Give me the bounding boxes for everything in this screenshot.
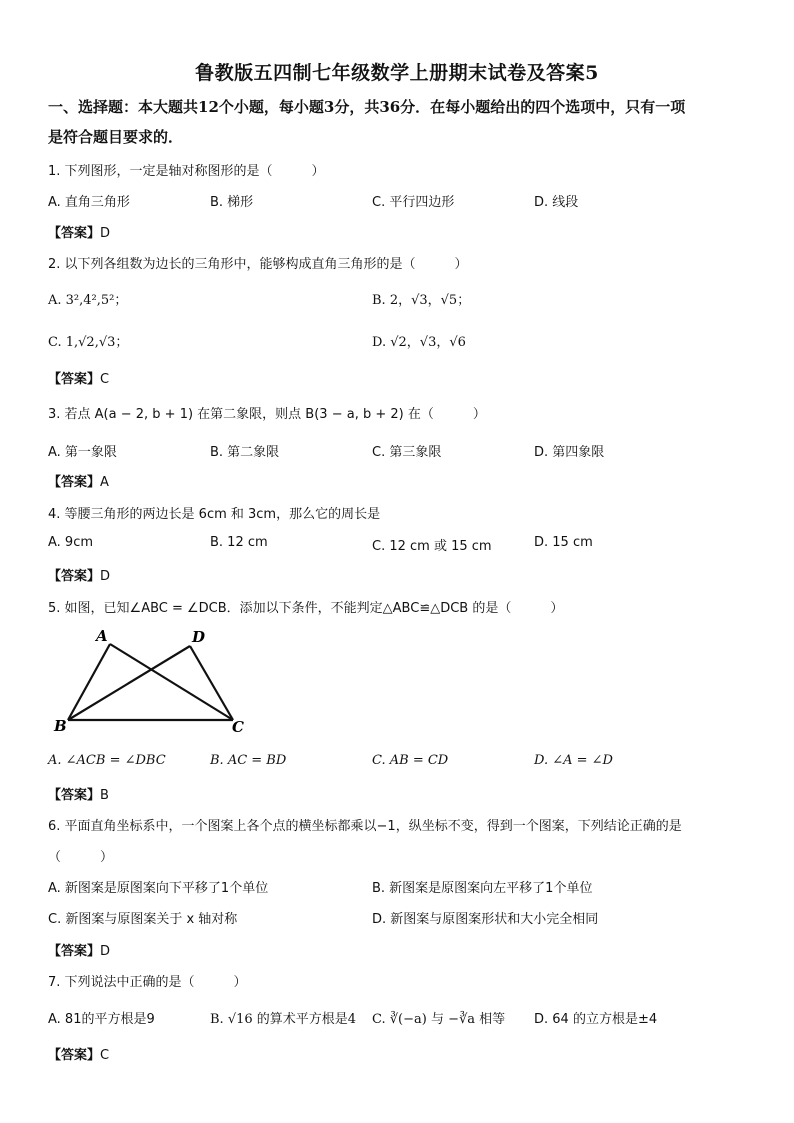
question-1-stem: 1. 下列图形，一定是轴对称图形的是（ ） xyxy=(48,164,325,179)
answer-value: D xyxy=(100,569,111,584)
question-6-stem-line2: （ ） xyxy=(48,850,114,865)
section-heading-line1: 一、选择题：本大题共12个小题，每小题3分，共36分．在每小题给出的四个选项中，只有一项 xyxy=(48,98,686,116)
answer-tag: 【答案】 xyxy=(48,1048,101,1063)
question-2-stem: 2. 以下列各组数为边长的三角形中，能够构成直角三角形的是（ ） xyxy=(48,257,468,272)
question-6-answer xyxy=(48,940,110,959)
question-2-option-d: D. √2，√3，√6 xyxy=(372,335,466,350)
point-label-d: D xyxy=(192,628,206,646)
question-7-option-d: D. 64 的立方根是±4 xyxy=(534,1012,658,1027)
question-2-answer xyxy=(48,368,109,387)
question-5-answer xyxy=(48,784,109,803)
answer-value: A xyxy=(100,475,109,490)
question-3-stem: 3. 若点 A(a − 2, b + 1) 在第二象限，则点 B(3 − a, b + 2) 在（ ） xyxy=(48,407,486,422)
question-3-option-d: D. 第四象限 xyxy=(534,445,605,460)
question-4-option-d: D. 15 cm xyxy=(534,535,593,550)
point-label-b: B xyxy=(54,717,67,735)
page-title: 鲁教版五四制七年级数学上册期末试卷及答案5 xyxy=(195,62,599,84)
answer-tag: 【答案】 xyxy=(48,226,101,241)
question-2-option-a: A. 3²,4²,5²； xyxy=(48,293,128,308)
segment-ba xyxy=(68,644,110,720)
question-5-option-d: D. ∠A = ∠D xyxy=(534,753,613,768)
question-1-option-c: C. 平行四边形 xyxy=(372,195,455,210)
question-4-option-a: A. 9cm xyxy=(48,535,94,550)
question-6-stem: 6. 平面直角坐标系中，一个图案上各个点的横坐标都乘以−1，纵坐标不变，得到一个图案，下列结论正确的是 xyxy=(48,819,682,834)
question-7-option-b: B. √16 的算术平方根是4 xyxy=(210,1012,357,1027)
question-3-answer xyxy=(48,471,109,490)
answer-tag: 【答案】 xyxy=(48,475,101,490)
question-4-option-c: C. 12 cm 或 15 cm xyxy=(372,539,492,554)
question-3-option-a: A. 第一象限 xyxy=(48,445,117,460)
point-label-a: A xyxy=(96,628,108,645)
question-7-stem: 7. 下列说法中正确的是（ ） xyxy=(48,975,247,990)
answer-tag: 【答案】 xyxy=(48,569,101,584)
answer-value: D xyxy=(100,944,111,959)
answer-tag: 【答案】 xyxy=(48,788,101,803)
question-4-stem: 4. 等腰三角形的两边长是 6cm 和 3cm，那么它的周长是 xyxy=(48,507,381,522)
question-7-option-a: A. 81的平方根是9 xyxy=(48,1012,155,1027)
question-6-option-a: A. 新图案是原图案向下平移了1个单位 xyxy=(48,881,269,896)
answer-value: C xyxy=(100,372,110,387)
question-2-option-b: B. 2，√3，√5； xyxy=(372,293,471,308)
question-6-option-b: B. 新图案是原图案向左平移了1个单位 xyxy=(372,881,593,896)
section-heading xyxy=(48,92,748,152)
question-6-option-d: D. 新图案与原图案形状和大小完全相同 xyxy=(372,912,599,927)
question-5-option-b: B. AC = BD xyxy=(210,753,287,768)
question-3-option-c: C. 第三象限 xyxy=(372,445,442,460)
question-4-option-b: B. 12 cm xyxy=(210,535,268,550)
answer-tag: 【答案】 xyxy=(48,944,101,959)
question-1-option-a: A. 直角三角形 xyxy=(48,195,130,210)
question-5-option-a: A. ∠ACB = ∠DBC xyxy=(48,753,166,768)
answer-value: D xyxy=(100,226,111,241)
segment-dc xyxy=(190,646,233,720)
question-7-option-c: C. ∛(−a) 与 −∛a 相等 xyxy=(372,1012,506,1027)
question-4-answer xyxy=(48,565,110,584)
question-5-stem: 5. 如图，已知∠ABC = ∠DCB．添加以下条件，不能判定△ABC≌△DCB 的是（ ） xyxy=(48,601,564,616)
question-7-answer xyxy=(48,1044,109,1063)
question-1-answer xyxy=(48,222,110,241)
question-5-option-c: C. AB = CD xyxy=(372,753,449,768)
question-2-option-c: C. 1,√2,√3； xyxy=(48,335,129,350)
question-6-option-c: C. 新图案与原图案关于 x 轴对称 xyxy=(48,912,238,927)
segment-ac xyxy=(110,644,233,720)
section-heading-line2: 是符合题目要求的． xyxy=(48,128,184,146)
answer-value: B xyxy=(100,788,109,803)
question-1-option-b: B. 梯形 xyxy=(210,195,254,210)
answer-value: C xyxy=(100,1048,110,1063)
question-1-option-d: D. 线段 xyxy=(534,195,579,210)
triangle-figure xyxy=(50,628,260,738)
point-label-c: C xyxy=(232,718,244,736)
answer-tag: 【答案】 xyxy=(48,372,101,387)
question-3-option-b: B. 第二象限 xyxy=(210,445,280,460)
